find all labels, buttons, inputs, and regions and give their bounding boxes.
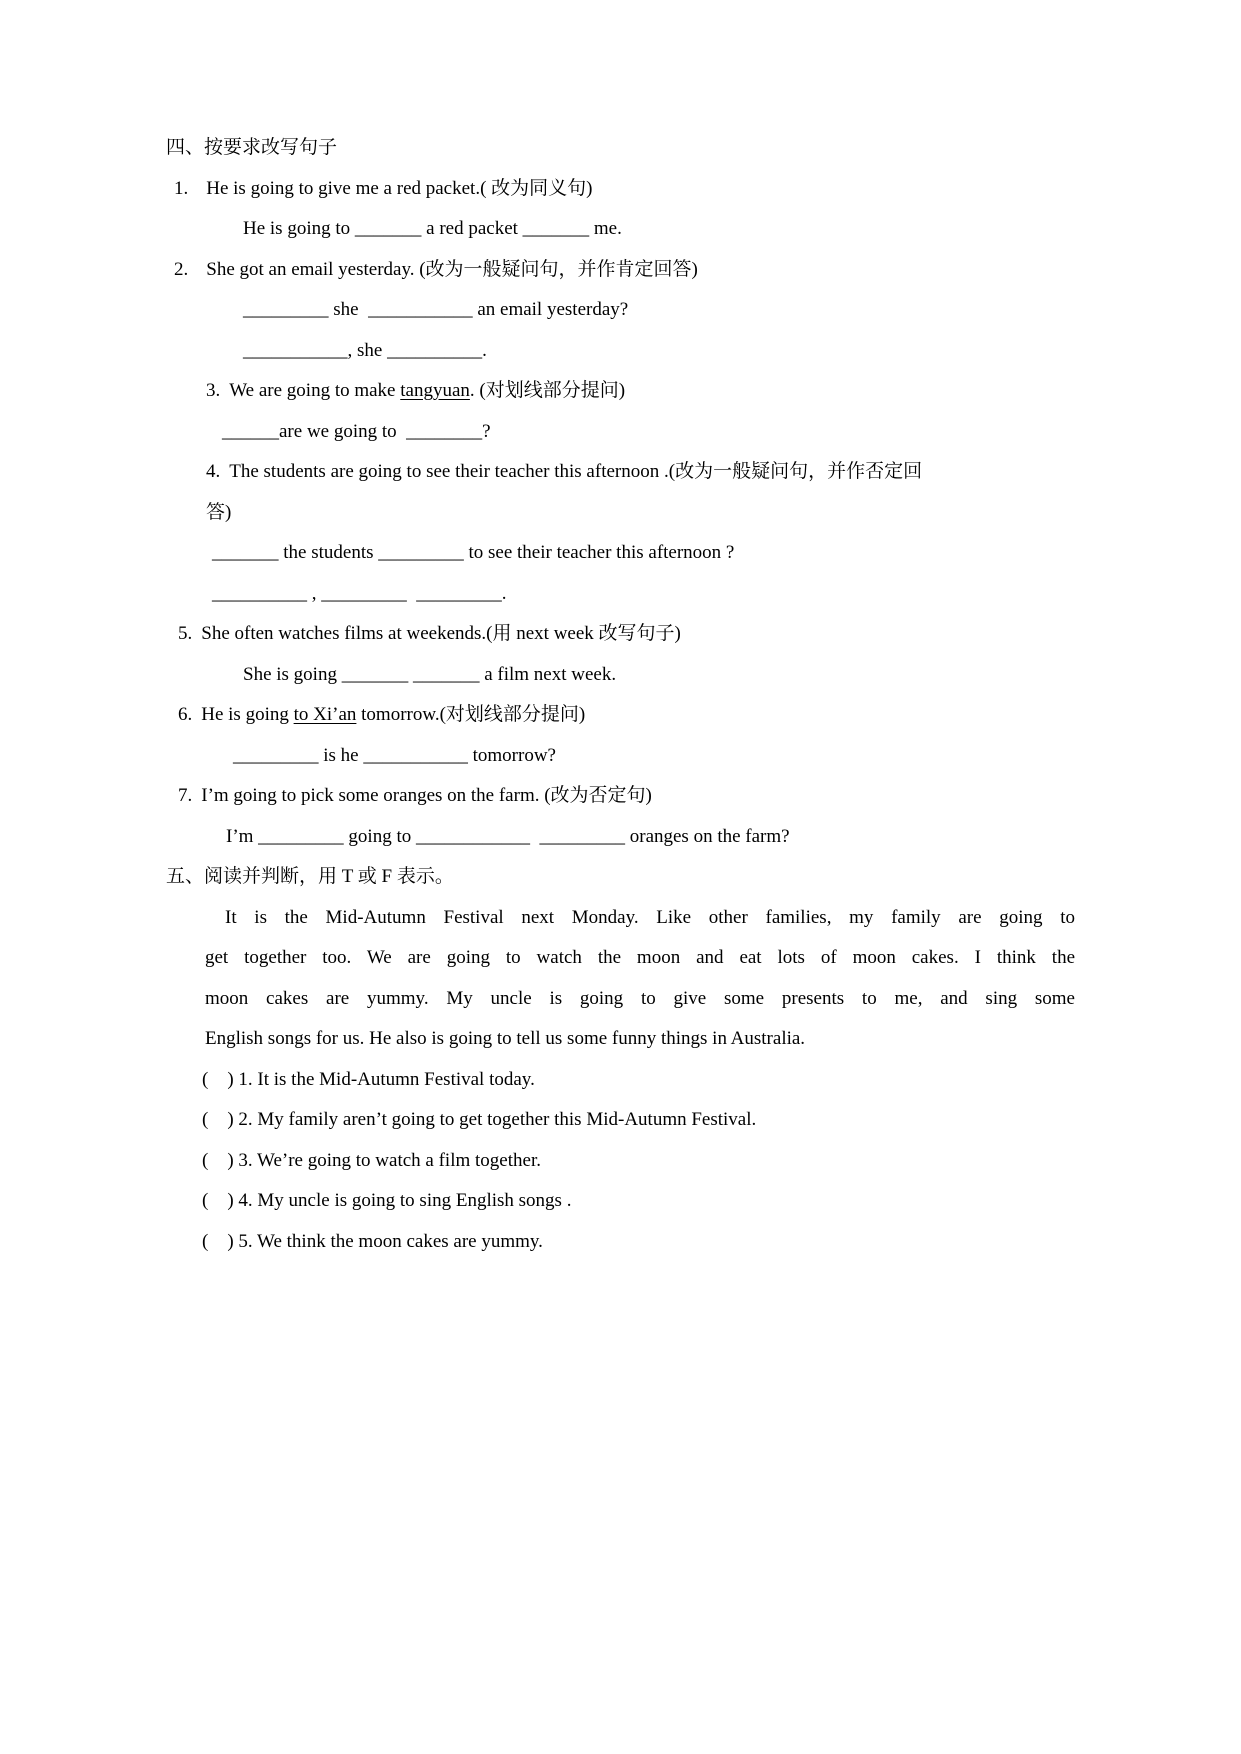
question-2-number: 2.	[174, 258, 189, 280]
section-5-heading: 五、阅读并判断，用 T 或 F 表示。	[166, 866, 454, 887]
question-2-answer-line-2: ___________, she __________.	[243, 339, 487, 361]
question-item-2	[174, 250, 1075, 291]
question-1-number: 1.	[174, 177, 189, 199]
passage-line-4: English songs for us. He also is going to tell us some funny things in Australia.	[205, 1028, 806, 1049]
question-3-answer-line: ______are we going to ________?	[222, 420, 491, 442]
question-5-answer-line: She is going _______ _______ a film next week.	[243, 663, 617, 685]
tf-question-3: ( ) 3. We’re going to watch a film together.	[202, 1149, 541, 1171]
question-2-answer-line-1: _________ she ___________ an email yesterday?	[243, 299, 629, 320]
question-3-number: 3.	[206, 380, 221, 401]
section-4-heading: 四、按要求改写句子	[166, 137, 338, 158]
tf-question-2: ( ) 2. My family aren’t going to get together this Mid-Autumn Festival.	[202, 1109, 757, 1130]
question-4-answer-line-1: _______ the students _________ to see their teacher this afternoon ?	[212, 542, 735, 563]
question-4-number: 4.	[206, 461, 221, 482]
question-7-sentence: I’m going to pick some oranges on the farm. (改为否定句)	[201, 785, 652, 806]
question-4-sentence: The students are going to see their teacher this afternoon .(改为一般疑问句，并作否定回	[229, 461, 923, 482]
question-3-sentence-prefix: We are going to make	[229, 380, 401, 401]
question-6-answer-line: _________ is he ___________ tomorrow?	[233, 744, 556, 766]
question-6-sentence-suffix: tomorrow.(对划线部分提问)	[356, 704, 586, 725]
question-item-5	[178, 614, 1075, 655]
passage-line-2: get together too. We are going to watch the moon and eat lots of moon cakes. I think the	[205, 947, 1075, 968]
question-2-sentence: She got an email yesterday. (改为一般疑问句，并作肯定回答)	[206, 258, 698, 280]
question-item-1	[174, 169, 1075, 210]
question-5-number: 5.	[178, 623, 193, 644]
question-4-answer-line-2: __________ , _________ _________.	[212, 582, 507, 604]
question-1-answer-line: He is going to _______ a red packet _______ me.	[243, 218, 622, 239]
question-6-number: 6.	[178, 704, 193, 725]
question-7-answer-line: I’m _________ going to ____________ _________ oranges on the farm?	[226, 825, 790, 847]
question-5-sentence: She often watches films at weekends.(用 next week 改写句子)	[201, 623, 681, 644]
passage-line-3: moon cakes are yummy. My uncle is going to give some presents to me, and sing some	[205, 987, 1075, 1009]
tf-question-4: ( ) 4. My uncle is going to sing English songs .	[202, 1190, 572, 1211]
question-item-4	[206, 452, 1075, 493]
question-7-number: 7.	[178, 785, 193, 806]
tf-question-5: ( ) 5. We think the moon cakes are yummy.	[202, 1230, 543, 1252]
question-3-underlined-phrase: tangyuan	[400, 380, 470, 401]
reading-passage	[205, 898, 1075, 1060]
question-6-sentence-prefix: He is going	[201, 704, 294, 725]
question-4-sentence-wrap: 答)	[206, 501, 232, 523]
question-6-underlined-phrase: to Xi’an	[293, 704, 357, 725]
tf-question-1: ( ) 1. It is the Mid-Autumn Festival today.	[202, 1068, 535, 1090]
question-item-3	[206, 371, 1075, 412]
question-item-6	[178, 695, 1075, 736]
question-1-sentence: He is going to give me a red packet.( 改为同义句)	[206, 177, 593, 199]
question-item-7	[178, 776, 1075, 817]
question-3-sentence-suffix: . (对划线部分提问)	[469, 380, 626, 401]
passage-line-1: It is the Mid-Autumn Festival next Monday. Like other families, my family are going to	[225, 906, 1075, 928]
